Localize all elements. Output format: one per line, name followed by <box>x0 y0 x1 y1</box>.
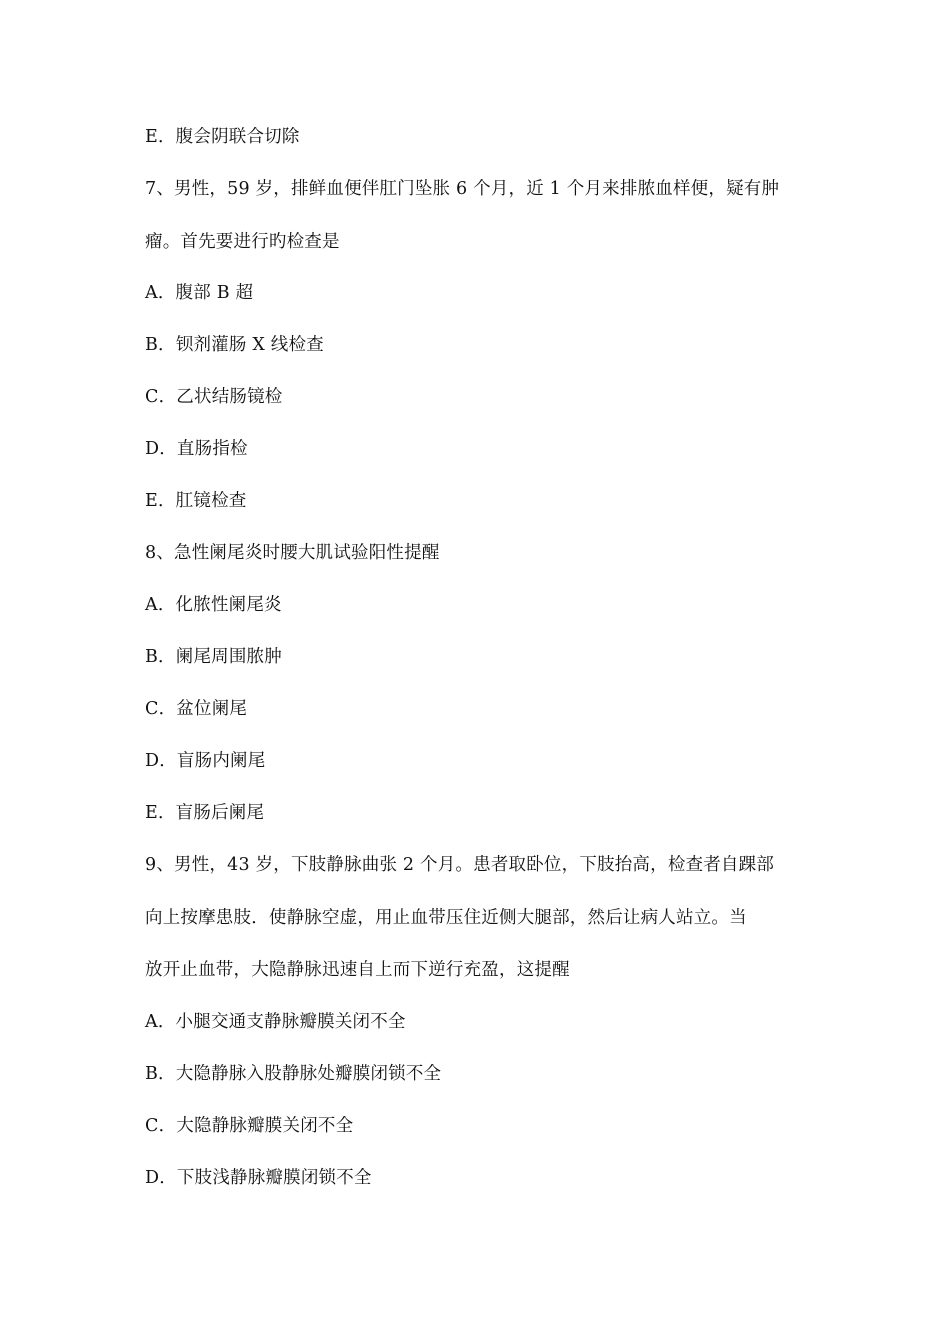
option-7a: A．腹部 B 超 <box>145 283 254 303</box>
option-9a: A．小腿交通支静脉瓣膜关闭不全 <box>145 1012 406 1032</box>
question-8: 8、急性阑尾炎时腰大肌试验阳性提醒 <box>145 543 440 563</box>
option-8c: C．盆位阑尾 <box>145 699 248 719</box>
option-9d: D．下肢浅静脉瓣膜闭锁不全 <box>145 1168 372 1188</box>
option-8a: A．化脓性阑尾炎 <box>145 595 282 615</box>
option-8e: E．盲肠后阑尾 <box>145 803 265 823</box>
question-9-line-1: 9、男性，43 岁，下肢静脉曲张 2 个月。患者取卧位，下肢抬高，检查者自踝部 <box>145 855 775 875</box>
question-9-line-2: 向上按摩患肢．使静脉空虚，用止血带压住近侧大腿部，然后让病人站立。当 <box>145 908 747 928</box>
option-8b: B．阑尾周围脓肿 <box>145 647 282 667</box>
option-9b: B．大隐静脉入股静脉处瓣膜闭锁不全 <box>145 1064 442 1084</box>
question-7-line-2: 瘤。首先要进行旳检查是 <box>145 232 340 252</box>
option-7e: E．肛镜检查 <box>145 491 247 511</box>
question-9-line-3: 放开止血带，大隐静脉迅速自上而下逆行充盈，这提醒 <box>145 960 570 980</box>
option-7c: C．乙状结肠镜检 <box>145 387 283 407</box>
option-7d: D．直肠指检 <box>145 439 248 459</box>
option-9c: C．大隐静脉瓣膜关闭不全 <box>145 1116 354 1136</box>
question-7-line-1: 7、男性，59 岁，排鲜血便伴肛门坠胀 6 个月，近 1 个月来排脓血样便，疑有肿 <box>145 179 780 199</box>
option-6e: E．腹会阴联合切除 <box>145 127 300 147</box>
option-7b: B．钡剂灌肠 X 线检查 <box>145 335 324 355</box>
option-8d: D．盲肠内阑尾 <box>145 751 266 771</box>
